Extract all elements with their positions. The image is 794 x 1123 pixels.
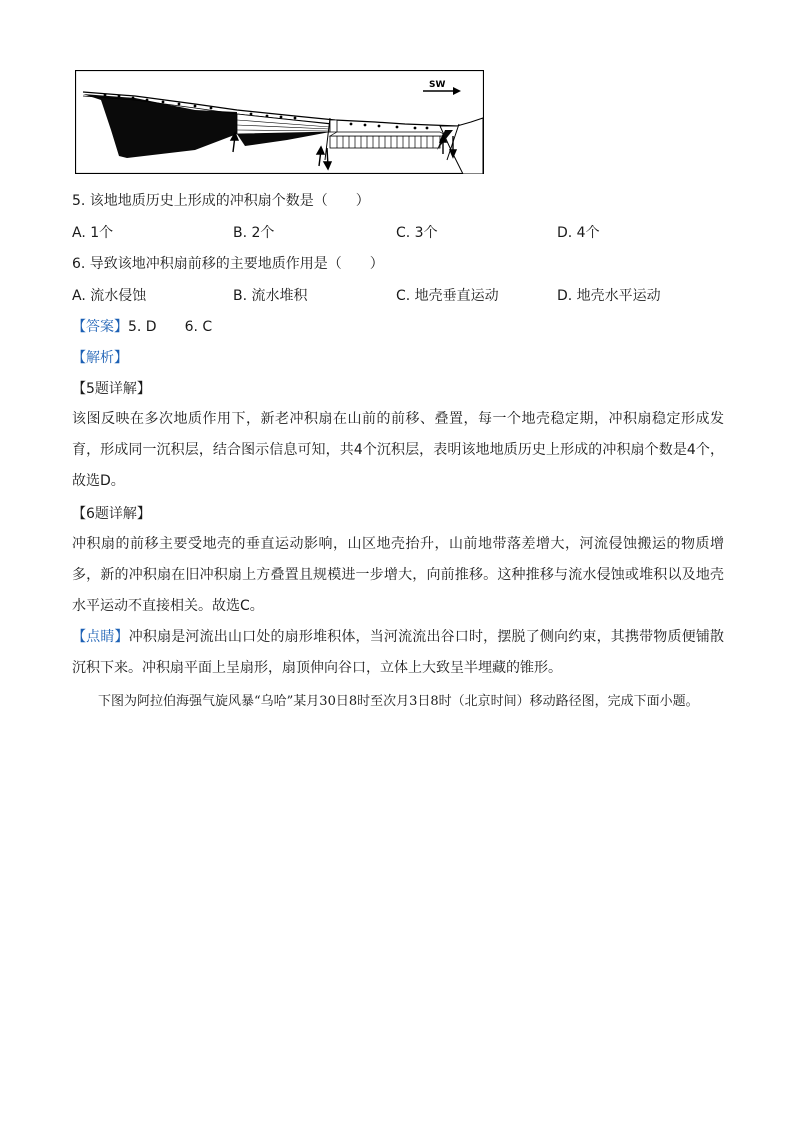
alluvial-fan-cross-section-figure	[75, 70, 484, 174]
next-question-intro: 下图为阿拉伯海强气旋风暴“乌哈”某月30日8时至次月3日8时（北京时间）移动路径图，完成下面小题。	[72, 694, 699, 709]
direction-label: SW	[429, 80, 446, 90]
q6-option-d: D. 地壳水平运动	[557, 288, 661, 304]
tip-tag: 【点睛】	[72, 629, 129, 645]
q6-option-a: A. 流水侵蚀	[72, 288, 147, 304]
q5-option-b: B. 2个	[233, 225, 275, 241]
answer-text: 5. D 6. C	[128, 319, 213, 335]
question-6-stem: 6. 导致该地冲积扇前移的主要地质作用是（ ）	[72, 256, 384, 272]
analysis-tag: 【解析】	[72, 350, 128, 366]
q5-option-d: D. 4个	[557, 225, 600, 241]
q5-option-a: A. 1个	[72, 225, 114, 241]
answer-line	[72, 317, 212, 337]
analysis-line	[72, 348, 128, 368]
tip-paragraph	[72, 622, 724, 684]
detail-5-heading: 【5题详解】	[72, 381, 151, 397]
question-5-stem: 5. 该地地质历史上形成的冲积扇个数是（ ）	[72, 193, 370, 209]
detail-6-text: 冲积扇的前移主要受地壳的垂直运动影响，山区地壳抬升，山前地带落差增大，河流侵蚀搬运的物质增多，新的冲积扇在旧冲积扇上方叠置且规模进一步增大，向前推移。这种推移与流水侵蚀或堆积以及地壳水平运动不直接相关。故选C。	[72, 536, 724, 614]
detail-5-text: 该图反映在多次地质作用下，新老冲积扇在山前的前移、叠置，每一个地壳稳定期，冲积扇稳定形成发育，形成同一沉积层，结合图示信息可知，共4个沉积层，表明该地地质历史上形成的冲积扇个数是4个，故选D。	[72, 411, 724, 489]
q6-option-c: C. 地壳垂直运动	[396, 288, 499, 304]
tip-text: 冲积扇是河流出山口处的扇形堆积体，当河流流出谷口时，摆脱了侧向约束，其携带物质便铺散沉积下来。冲积扇平面上呈扇形，扇顶伸向谷口，立体上大致呈半埋藏的锥形。	[72, 629, 725, 676]
q6-option-b: B. 流水堆积	[233, 288, 308, 304]
q5-option-c: C. 3个	[396, 225, 438, 241]
detail-6-heading: 【6题详解】	[72, 506, 151, 522]
answer-tag: 【答案】	[72, 319, 128, 335]
